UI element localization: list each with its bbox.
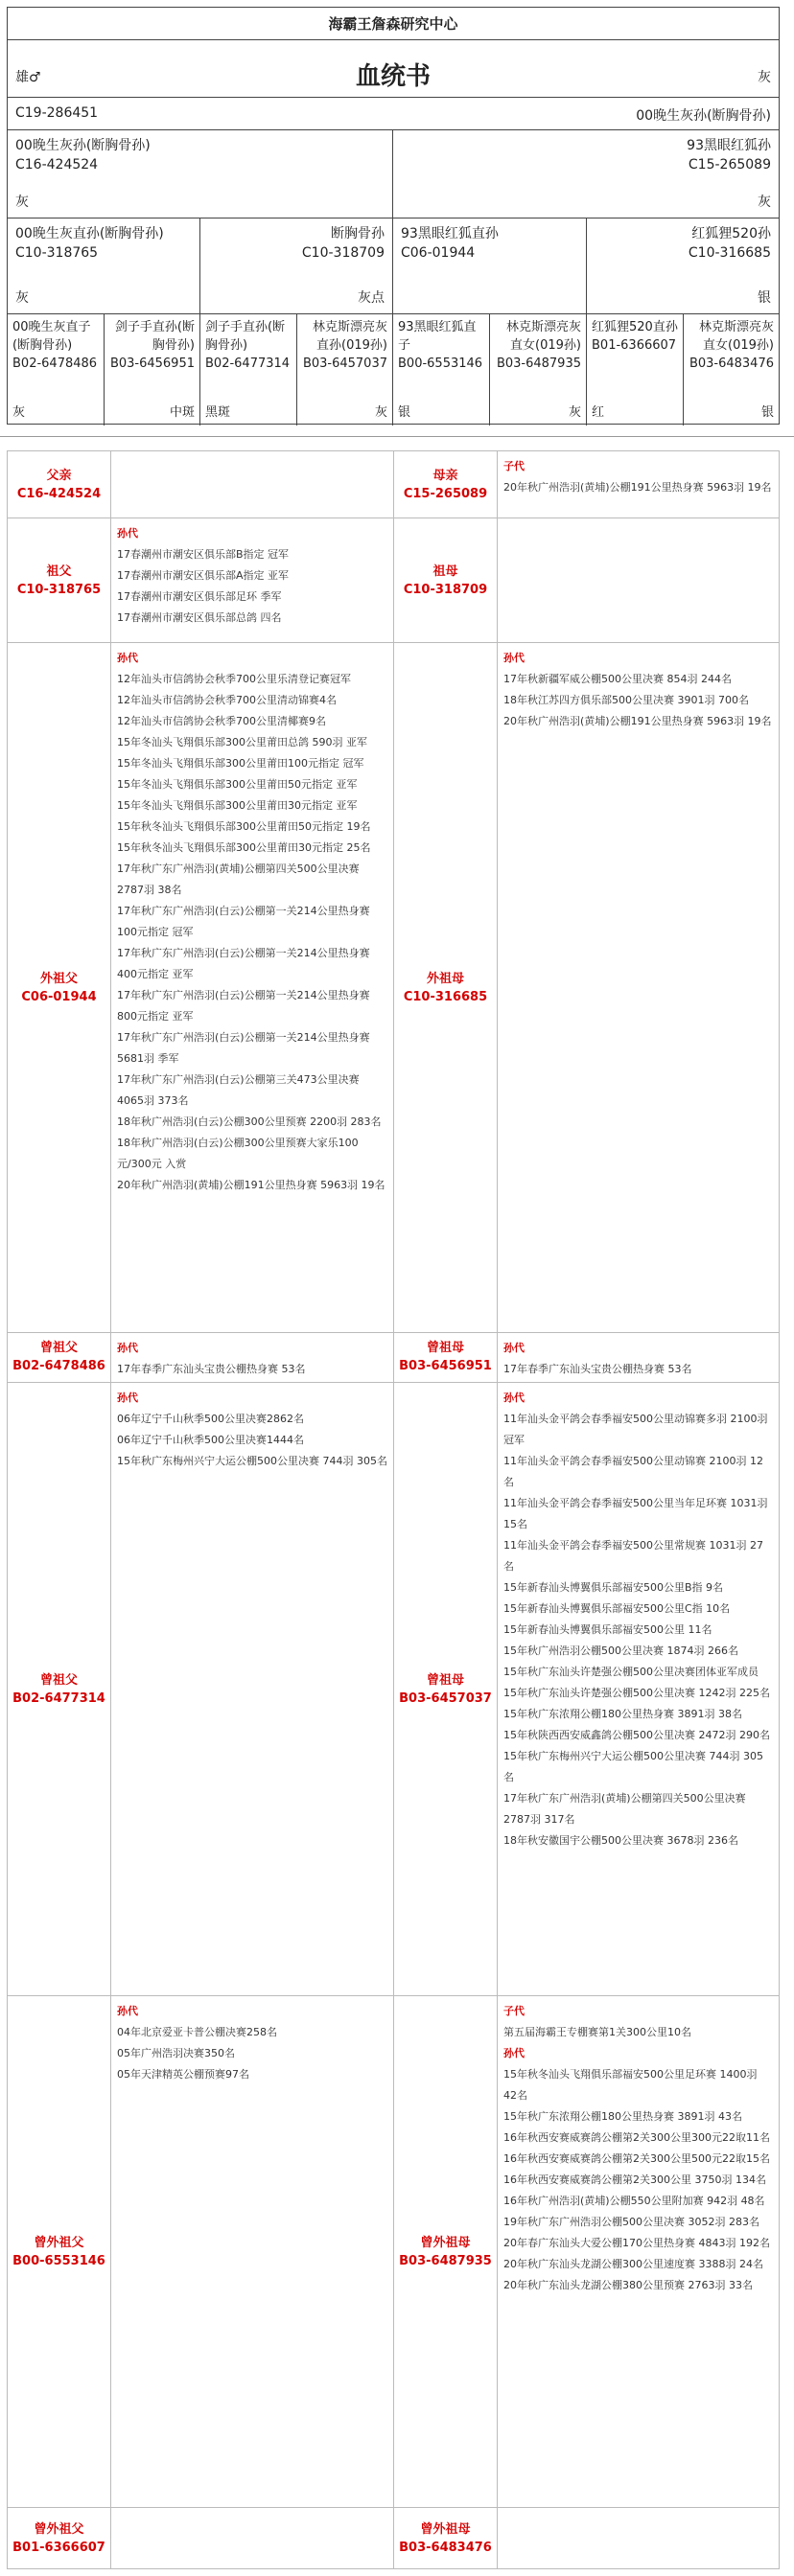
notes-label-dam — [394, 451, 498, 518]
notes-text-ggp — [498, 1996, 779, 2507]
result-line: 05年广州浩羽决赛350名 — [117, 2047, 235, 2059]
notes-label-grandsire — [8, 518, 111, 642]
generation-tag: 孙代 — [503, 652, 525, 664]
ggp-cell-6 — [490, 314, 587, 426]
result-line: 17年秋广东广州浩羽(黄埔)公棚第四关500公里决赛 2787羽 38名 — [117, 862, 360, 896]
bird-id-row — [8, 98, 779, 130]
notes-label-sire — [8, 451, 111, 518]
role-label: 曾祖母 — [426, 1341, 464, 1355]
result-line: 20年秋广东汕头龙湖公棚300公里速度赛 3388羽 24名 — [503, 2258, 763, 2270]
ring-label: B03-6487935 — [399, 2253, 492, 2268]
pedigree-table — [7, 7, 780, 425]
result-line: 17春潮州市潮安区俱乐部足环 季军 — [117, 590, 282, 603]
ring-label: C10-316685 — [403, 989, 488, 1004]
ggp-name: 剑子手直孙(断胸骨孙) — [205, 320, 286, 353]
title-row — [8, 40, 779, 98]
grandsire-paternal-cell — [8, 218, 200, 313]
ggp-ring: B02-6477314 — [205, 356, 291, 371]
generation-tag: 孙代 — [503, 1392, 525, 1404]
result-line: 19年秋广东广州浩羽公棚500公里决赛 3052羽 283名 — [503, 2216, 759, 2228]
role-label: 父亲 — [46, 468, 72, 483]
role-label: 曾祖母 — [426, 1672, 464, 1688]
bird-color: 灰 — [758, 70, 771, 85]
ggp-ring: B03-6456951 — [109, 356, 195, 371]
ggp-ring: B03-6483476 — [689, 356, 774, 371]
notes-label-maternal-granddam — [394, 643, 498, 1332]
role-label: 外祖母 — [426, 971, 464, 986]
notes-label-ggp — [8, 1333, 111, 1382]
granddam-paternal-name: 断胸骨孙 — [331, 226, 385, 242]
ggp-color: 灰 — [12, 405, 26, 420]
notes-text-ggp — [111, 1333, 394, 1382]
generation-tag: 孙代 — [117, 1392, 138, 1404]
result-line: 17年秋广东广州浩羽(白云)公棚第一关214公里热身赛 5681羽 季军 — [117, 1031, 370, 1065]
ring-label: C16-424524 — [16, 486, 102, 501]
result-line: 11年汕头金平鸽会春季福安500公里常规赛 1031羽 27名 — [503, 1539, 763, 1573]
ggp-ring: B03-6457037 — [302, 356, 387, 371]
result-line: 15年冬汕头飞翔俱乐部300公里莆田总鸽 590羽 亚军 — [117, 736, 367, 748]
generation-tag: 孙代 — [117, 652, 138, 664]
ring-label: C06-01944 — [21, 989, 97, 1004]
granddam-paternal-cell — [200, 218, 393, 313]
result-line: 17年秋广东广州浩羽(白云)公棚第一关214公里热身赛 800元指定 亚军 — [117, 989, 370, 1023]
dam-cell — [393, 130, 779, 218]
result-line: 20年秋广州浩羽(黄埔)公棚191公里热身赛 5963羽 19名 — [503, 481, 772, 494]
generation-tag: 孙代 — [503, 1342, 525, 1354]
notes-text-ggp — [111, 2508, 394, 2568]
result-line: 15年秋冬汕头飞翔俱乐部300公里莆田50元指定 19名 — [117, 820, 371, 833]
notes-text-maternal-grandsire — [111, 643, 394, 1332]
result-line: 第五届海霸王专棚赛第1关300公里10名 — [503, 2026, 691, 2038]
ring-label: B02-6478486 — [12, 1359, 105, 1373]
ring-label: B03-6457037 — [399, 1690, 492, 1706]
result-line: 11年汕头金平鸽会春季福安500公里动锦赛多羽 2100羽 冠军 — [503, 1413, 768, 1446]
ggp-name: 林克斯漂亮灰直孙(019孙) — [312, 320, 387, 353]
result-line: 15年秋广东汕头许楚强公棚500公里决赛 1242羽 225名 — [503, 1687, 770, 1699]
result-line: 17年春季广东汕头宝贵公棚热身赛 53名 — [117, 1363, 306, 1375]
role-label: 祖母 — [432, 564, 458, 579]
notes-text-ggp — [111, 1383, 394, 1995]
role-label: 祖父 — [46, 564, 72, 579]
result-line: 12年汕头市信鸽协会秋季700公里清椰赛9名 — [117, 715, 326, 727]
notes-row-ggp-2 — [8, 1383, 779, 1996]
sire-color: 灰 — [15, 195, 29, 210]
ring-label: C15-265089 — [403, 486, 488, 501]
role-label: 外祖父 — [39, 971, 78, 986]
notes-row-ggp-4 — [8, 2508, 779, 2568]
result-line: 17年秋广东广州浩羽(白云)公棚第三关473公里决赛 4065羽 373名 — [117, 1073, 360, 1107]
granddam-maternal-color: 银 — [758, 290, 771, 306]
generation-1 — [8, 130, 779, 218]
notes-row-ggp-3 — [8, 1996, 779, 2508]
notes-text-ggp — [498, 2508, 779, 2568]
notes-text-dam — [498, 451, 779, 518]
generation-tag: 孙代 — [503, 2047, 525, 2059]
bird-lineage: 00晚生灰孙(断胸骨孙) — [636, 108, 771, 124]
ggp-name: 剑子手直孙(断胸骨孙) — [114, 320, 195, 353]
result-line: 18年秋江苏四方俱乐部500公里决赛 3901羽 700名 — [503, 694, 749, 706]
result-line: 15年新春汕头博翼俱乐部福安500公里C指 10名 — [503, 1602, 731, 1615]
grandsire-paternal-name: 00晚生灰直孙(断胸骨孙) — [15, 226, 164, 242]
ggp-ring: B01-6366607 — [592, 338, 677, 353]
granddam-paternal-color: 灰点 — [358, 290, 385, 306]
role-label: 曾外祖母 — [420, 2235, 471, 2250]
result-line: 17年春季广东汕头宝贵公棚热身赛 53名 — [503, 1363, 692, 1375]
ggp-color: 银 — [760, 405, 774, 420]
notes-label-ggp — [394, 1383, 498, 1995]
notes-label-maternal-grandsire — [8, 643, 111, 1332]
result-line: 17春潮州市潮安区俱乐部B指定 冠军 — [117, 548, 290, 561]
result-line: 15年秋广东梅州兴宁大运公棚500公里决赛 744羽 305名 — [503, 1750, 763, 1783]
sex-label: 雄♂ — [15, 70, 41, 85]
notes-label-ggp — [394, 1333, 498, 1382]
ggp-color: 灰 — [374, 405, 387, 420]
ggp-ring: B00-6553146 — [398, 356, 483, 371]
ggp-ring: B03-6487935 — [496, 356, 581, 371]
ggp-name: 林克斯漂亮灰直女(019孙) — [698, 320, 774, 353]
notes-label-ggp — [8, 2508, 111, 2568]
ggp-name: 红狐狸520直孙 — [592, 320, 678, 334]
ggp-cell-1 — [8, 314, 105, 426]
result-line: 18年秋安徽国宇公棚500公里决赛 3678羽 236名 — [503, 1834, 738, 1847]
ring-label: C10-318709 — [403, 582, 488, 597]
result-line: 06年辽宁千山秋季500公里决赛1444名 — [117, 1434, 304, 1446]
result-line: 15年冬汕头飞翔俱乐部300公里莆田50元指定 亚军 — [117, 778, 358, 791]
role-label: 曾外祖父 — [34, 2235, 84, 2250]
performance-table — [7, 450, 780, 2569]
result-line: 05年天津精英公棚预赛97名 — [117, 2068, 249, 2081]
granddam-maternal-ring: C10-316685 — [688, 245, 771, 261]
result-line: 04年北京爱亚卡普公棚决赛258名 — [117, 2026, 277, 2038]
ggp-color: 红 — [592, 405, 605, 420]
result-line: 17春潮州市潮安区俱乐部总鸽 四名 — [117, 611, 282, 624]
ggp-color: 银 — [398, 405, 411, 420]
sire-name: 00晚生灰孙(断胸骨孙) — [15, 138, 151, 153]
notes-label-granddam — [394, 518, 498, 642]
role-label: 曾祖父 — [39, 1341, 78, 1355]
grandsire-maternal-name: 93黑眼红狐直孙 — [401, 226, 499, 242]
notes-row-grandparents-maternal — [8, 643, 779, 1333]
ring-label: B02-6477314 — [12, 1690, 105, 1706]
granddam-maternal-cell — [587, 218, 779, 313]
role-label: 母亲 — [432, 468, 458, 483]
ring-label: B03-6456951 — [399, 1359, 492, 1373]
result-line: 20年秋广东汕头龙湖公棚380公里预赛 2763羽 33名 — [503, 2279, 753, 2291]
generation-tag: 孙代 — [117, 527, 138, 540]
bird-ring-number: C19-286451 — [15, 105, 99, 121]
generation-tag: 孙代 — [117, 2005, 138, 2017]
result-line: 15年秋冬汕头飞翔俱乐部300公里莆田30元指定 25名 — [117, 841, 371, 854]
notes-row-grandparents-paternal — [8, 518, 779, 643]
result-line: 20年春广东汕头大爱公棚170公里热身赛 4843羽 192名 — [503, 2237, 770, 2249]
result-line: 15年新春汕头博翼俱乐部福安500公里B指 9名 — [503, 1581, 724, 1594]
generation-2 — [8, 218, 779, 314]
result-line: 17年秋新疆军威公棚500公里决赛 854羽 244名 — [503, 673, 732, 685]
generation-3 — [8, 314, 779, 426]
result-line: 15年秋广东浓翔公棚180公里热身赛 3891羽 43名 — [503, 2110, 742, 2123]
result-line: 15年秋广东浓翔公棚180公里热身赛 3891羽 38名 — [503, 1708, 742, 1720]
notes-label-ggp — [8, 1383, 111, 1995]
result-line: 15年冬汕头飞翔俱乐部300公里莆田100元指定 冠军 — [117, 757, 364, 770]
result-line: 16年秋西安赛威赛鸽公棚第2关300公里500元22取15名 — [503, 2152, 770, 2165]
generation-tag: 子代 — [503, 460, 525, 472]
role-label: 曾外祖父 — [34, 2521, 84, 2537]
sire-cell — [8, 130, 393, 218]
notes-label-ggp — [394, 2508, 498, 2568]
ring-label: B03-6483476 — [399, 2540, 492, 2555]
ggp-color: 灰 — [568, 405, 581, 420]
notes-text-ggp — [498, 1333, 779, 1382]
ggp-color: 中斑 — [169, 405, 195, 420]
result-line: 17年秋广东广州浩羽(白云)公棚第一关214公里热身赛 400元指定 亚军 — [117, 947, 370, 980]
ggp-ring: B02-6478486 — [12, 356, 98, 371]
result-line: 15年秋陕西西安威鑫鸽公棚500公里决赛 2472羽 290名 — [503, 1729, 770, 1741]
sire-ring: C16-424524 — [15, 157, 99, 172]
notes-text-ggp — [498, 1383, 779, 1995]
dam-ring: C15-265089 — [688, 157, 771, 172]
org-name: 海霸王詹森研究中心 — [8, 8, 779, 40]
ggp-name: 00晚生灰直子(断胸骨孙) — [12, 320, 91, 353]
grandsire-maternal-cell — [393, 218, 587, 313]
result-line: 18年秋广州浩羽(白云)公棚300公里预赛 2200羽 283名 — [117, 1116, 382, 1128]
role-label: 曾外祖母 — [420, 2521, 471, 2537]
section-divider — [0, 436, 794, 437]
result-line: 20年秋广州浩羽(黄埔)公棚191公里热身赛 5963羽 19名 — [503, 715, 772, 727]
ggp-cell-7 — [587, 314, 684, 426]
ggp-name: 93黑眼红狐直子 — [398, 320, 477, 353]
ggp-cell-8 — [684, 314, 779, 426]
result-line: 15年秋冬汕头飞翔俱乐部福安500公里足环赛 1400羽 42名 — [503, 2068, 758, 2102]
generation-tag: 孙代 — [117, 1342, 138, 1354]
result-line: 16年秋西安赛威赛鸽公棚第2关300公里300元22取11名 — [503, 2131, 770, 2144]
result-line: 12年汕头市信鸽协会秋季700公里清动锦赛4名 — [117, 694, 337, 706]
result-line: 15年新春汕头博翼俱乐部福安500公里 11名 — [503, 1623, 712, 1636]
notes-text-maternal-granddam — [498, 643, 779, 1332]
result-line: 18年秋广州浩羽(白云)公棚300公里预赛大家乐100元/300元 入赏 — [117, 1137, 359, 1170]
notes-row-parents — [8, 451, 779, 518]
grandsire-paternal-color: 灰 — [15, 290, 29, 306]
result-line: 11年汕头金平鸽会春季福安500公里动锦赛 2100羽 12名 — [503, 1455, 763, 1488]
notes-row-ggp-1 — [8, 1333, 779, 1383]
result-line: 15年秋广东汕头许楚强公棚500公里决赛团体亚军成员 — [503, 1666, 759, 1678]
document-title: 血统书 — [355, 62, 431, 91]
result-line: 17年秋广东广州浩羽(黄埔)公棚第四关500公里决赛 2787羽 317名 — [503, 1792, 746, 1826]
result-line: 17春潮州市潮安区俱乐部A指定 亚军 — [117, 569, 290, 582]
grandsire-paternal-ring: C10-318765 — [15, 245, 99, 261]
result-line: 20年秋广州浩羽(黄埔)公棚191公里热身赛 5963羽 19名 — [117, 1179, 385, 1191]
ggp-cell-3 — [200, 314, 297, 426]
ggp-color: 黑斑 — [205, 405, 231, 420]
result-line: 15年冬汕头飞翔俱乐部300公里莆田30元指定 亚军 — [117, 799, 358, 812]
result-line: 15年秋广州浩羽公棚500公里决赛 1874羽 266名 — [503, 1644, 738, 1657]
result-line: 16年秋西安赛威赛鸽公棚第2关300公里 3750羽 134名 — [503, 2174, 766, 2186]
grandsire-maternal-ring: C06-01944 — [401, 245, 476, 261]
result-line: 15年秋广东梅州兴宁大运公棚500公里决赛 744羽 305名 — [117, 1455, 387, 1467]
notes-label-ggp — [394, 1996, 498, 2507]
result-line: 12年汕头市信鸽协会秋季700公里乐清登记赛冠军 — [117, 673, 351, 685]
notes-text-grandsire — [111, 518, 394, 642]
ring-label: C10-318765 — [16, 582, 102, 597]
granddam-maternal-name: 红狐狸520孙 — [691, 226, 771, 242]
ring-label: B01-6366607 — [12, 2540, 105, 2555]
ggp-cell-4 — [297, 314, 393, 426]
generation-tag: 子代 — [503, 2005, 525, 2017]
ggp-name: 林克斯漂亮灰直女(019孙) — [505, 320, 581, 353]
granddam-paternal-ring: C10-318709 — [301, 245, 385, 261]
result-line: 06年辽宁千山秋季500公里决赛2862名 — [117, 1413, 304, 1425]
ring-label: B00-6553146 — [12, 2253, 105, 2268]
result-line: 11年汕头金平鸽会春季福安500公里当年足环赛 1031羽 15名 — [503, 1497, 768, 1530]
notes-text-sire — [111, 451, 394, 518]
role-label: 曾祖父 — [39, 1672, 78, 1688]
ggp-cell-5 — [393, 314, 490, 426]
ggp-cell-2 — [105, 314, 200, 426]
result-line: 16年秋广州浩羽(黄埔)公棚550公里附加赛 942羽 48名 — [503, 2195, 765, 2207]
dam-color: 灰 — [758, 195, 771, 210]
notes-text-ggp — [111, 1996, 394, 2507]
dam-name: 93黑眼红狐孙 — [687, 138, 771, 153]
notes-label-ggp — [8, 1996, 111, 2507]
notes-text-granddam — [498, 518, 779, 642]
result-line: 17年秋广东广州浩羽(白云)公棚第一关214公里热身赛 100元指定 冠军 — [117, 905, 370, 938]
